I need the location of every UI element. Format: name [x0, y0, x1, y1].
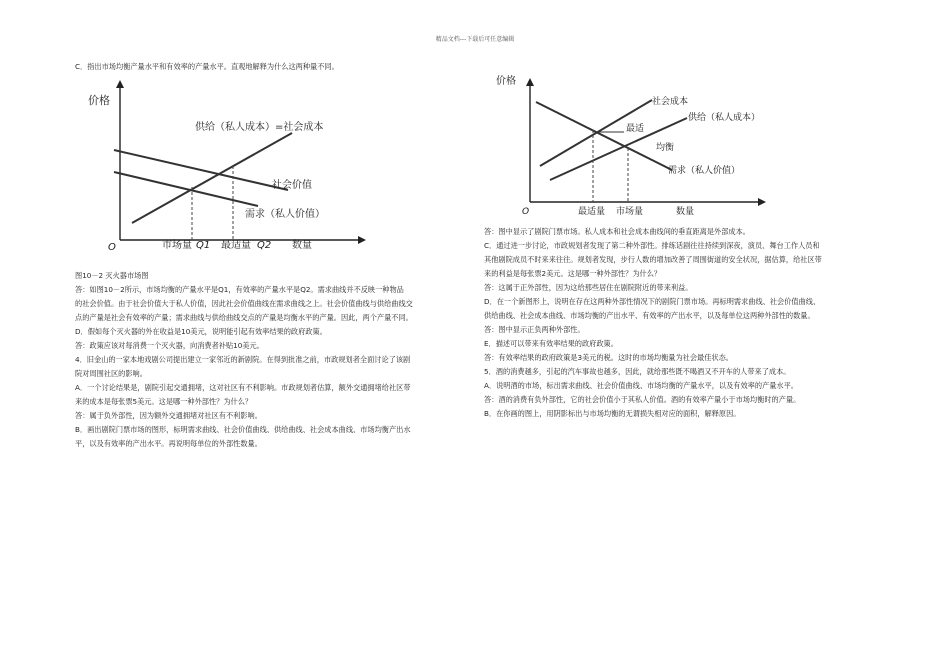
- question-e: E．描述可以带来有效率结果的政府政策。: [484, 339, 618, 348]
- market-qty-label: 市场量: [616, 207, 644, 217]
- q2-symbol: Q2: [257, 240, 272, 251]
- paragraph: 来的利益是每张票2美元。这是哪一种外部性？为什么？: [484, 269, 662, 278]
- paragraph: 院对周围社区的影响。: [75, 369, 147, 378]
- answer: 答：政策应该对每消费一个灭火器，向消费者补贴10美元。: [75, 341, 264, 350]
- demand-curve: [536, 102, 675, 170]
- question-c: C．指出市场均衡产量水平和有效率的产量水平。直观地解释为什么这两种量不同。: [75, 62, 339, 71]
- demand-label: 需求（私人价值）: [668, 166, 741, 176]
- y-axis-arrow: [116, 80, 124, 88]
- y-axis-arrow: [526, 78, 534, 86]
- demand-curve: [114, 172, 258, 206]
- left-column: [75, 60, 475, 74]
- x-axis-arrow: [358, 236, 366, 244]
- y-axis-label: 价格: [88, 94, 110, 107]
- answer: 答：属于负外部性，因为额外交通拥堵对社区有不利影响。: [75, 411, 262, 420]
- answer: 答：图中显示正负两种外部性。: [484, 325, 585, 334]
- optimal-point-label: 最适: [626, 124, 645, 134]
- demand-label: 需求（私人价值）: [245, 209, 325, 220]
- paragraph: 来的成本是每张票5美元。这是哪一种外部性？为什么？: [75, 397, 253, 406]
- equilibrium-label: 均衡: [656, 143, 675, 153]
- question-a: A．说明酒的市场，标出需求曲线、社会价值曲线、市场均衡的产量水平，以及有效率的产量水平。: [484, 381, 798, 390]
- figure-caption: 图10－2 灭火器市场图: [75, 271, 149, 280]
- social-value-label: 社会价值: [272, 180, 312, 191]
- paragraph: 供给曲线、社会成本曲线、市场均衡的产出水平、有效率的产出水平，以及每单位这两种外部性的数量。: [484, 311, 815, 320]
- figure-theater-market: [492, 70, 772, 220]
- supply-label: 供给（私人成本）=社会成本: [195, 122, 324, 133]
- paragraph: 其他剧院成员不时来来往往。规划者发现，步行人数的增加改善了周围街道的安全状况，据估算，给社区带: [484, 255, 822, 264]
- question-4: 4．旧金山的一家本地戏剧公司提出建立一家邻近的新剧院。在得到批准之前，市政规划者全面讨论了该剧: [75, 355, 411, 364]
- optimal-qty-label: 最适量: [578, 207, 606, 217]
- left-column-body: [75, 269, 475, 451]
- q2-label: 最适量: [221, 240, 251, 251]
- question-a: A．一个讨论结果是，剧院引起交通拥堵，这对社区有不利影响。市政规划者估算，额外交通拥堵给社区带: [75, 383, 411, 392]
- question-5: 5．酒的消费越多，引起的汽车事故也越多，因此，就给那些既不喝酒又不开车的人带来了成本。: [484, 367, 791, 376]
- paragraph: 的社会价值。由于社会价值大于私人价值，因此社会价值曲线在需求曲线之上。社会价值曲线与供给曲线交: [75, 299, 413, 308]
- y-axis-label: 价格: [496, 76, 516, 87]
- q1-label: 市场量: [162, 240, 192, 251]
- x-axis-label: 数量: [676, 207, 695, 217]
- social-cost-label: 社会成本: [652, 97, 689, 107]
- right-column: [484, 225, 884, 421]
- answer: 答：有效率结果的政府政策是3美元的税。这时的市场均衡量为社会最佳状态。: [484, 353, 733, 362]
- x-axis-arrow: [758, 198, 766, 206]
- paragraph: 点的产量是社会有效率的产量；需求曲线与供给曲线交点的产量是均衡水平的产量。因此，两个产量不同。: [75, 313, 413, 322]
- answer: 答：这属于正外部性，因为这给那些居住在剧院附近的带来利益。: [484, 283, 693, 292]
- origin-label: O: [522, 207, 530, 217]
- x-axis-label: 数量: [292, 240, 312, 251]
- origin-label: O: [108, 242, 116, 253]
- supply-label: 供给（私人成本）: [688, 113, 761, 123]
- question-d: D．假如每个灭火器的外在收益是10美元，说明能引起有效率结果的政府政策。: [75, 327, 327, 336]
- q1-symbol: Q1: [196, 240, 211, 251]
- answer: 答：图中显示了剧院门票市场。私人成本和社会成本曲线间的垂直距离是外部成本。: [484, 227, 750, 236]
- question-b: B．画出剧院门票市场的图形，标明需求曲线、社会价值曲线、供给曲线、社会成本曲线、市场均衡产出水: [75, 425, 411, 434]
- question-b: B．在你画的图上，用阴影标出与市场均衡的无谓损失相对应的面积，解释原因。: [484, 409, 741, 418]
- figure-fire-extinguisher-market: [80, 78, 370, 258]
- answer: 答：酒的消费有负外部性，它的社会价值小于其私人价值。酒的有效率产量小于市场均衡时的产量。: [484, 395, 801, 404]
- question-c: C．通过进一步讨论，市政规划者发现了第二种外部性。排练话剧往往持续到深夜，演员、舞台工作人员和: [484, 241, 820, 250]
- paragraph: 答：如图10－2所示，市场均衡的产量水平是Q1，有效率的产量水平是Q2。需求曲线并不反映一种物品: [75, 285, 404, 294]
- question-d: D．在一个新图形上，说明在存在这两种外部性情况下的剧院门票市场。再标明需求曲线、社会价值曲线、: [484, 297, 821, 306]
- page-header: 精品文档---下载后可任意编辑: [435, 36, 515, 43]
- paragraph: 平，以及有效率的产出水平。再说明每单位的外部性数量。: [75, 439, 262, 448]
